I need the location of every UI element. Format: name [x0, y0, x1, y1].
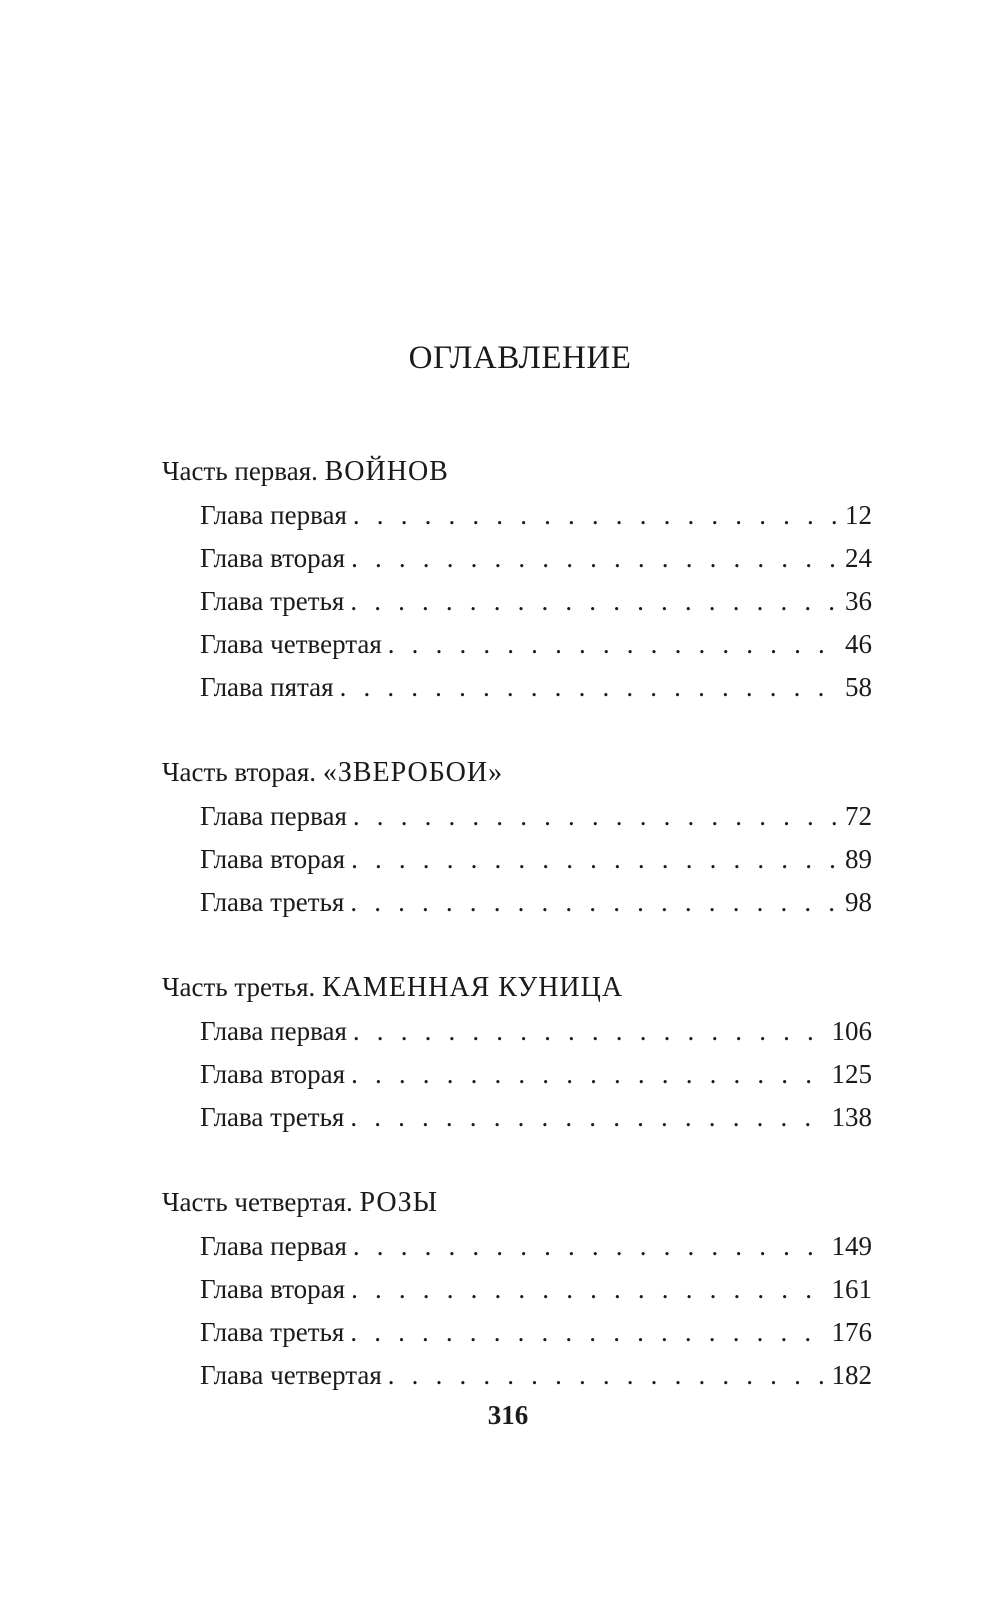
toc-entry[interactable] — [200, 542, 872, 585]
page-number: 89 — [845, 844, 872, 874]
part-title: ВОЙНОВ — [324, 456, 449, 487]
page-number: 106 — [831, 1016, 872, 1046]
chapter-title: Глава третья — [200, 1102, 345, 1132]
chapter-title: Глава четвертая — [200, 1360, 382, 1390]
page-number: 138 — [831, 1102, 872, 1132]
toc-entry[interactable] — [200, 499, 872, 542]
dot-leader — [351, 1273, 825, 1305]
dot-leader — [353, 1230, 826, 1262]
part-heading — [162, 1186, 872, 1218]
toc-entry[interactable] — [200, 1316, 872, 1359]
toc-entry[interactable] — [200, 1359, 872, 1402]
page-number: 72 — [845, 801, 872, 831]
dot-leader — [340, 671, 839, 703]
toc-entry[interactable] — [200, 628, 872, 671]
page-number: 149 — [831, 1231, 872, 1261]
dot-leader — [350, 1101, 825, 1133]
part-title: КАМЕННАЯ КУНИЦА — [322, 972, 624, 1003]
toc-entry[interactable] — [200, 1101, 872, 1144]
page-number: 12 — [845, 500, 872, 530]
chapter-title: Глава вторая — [200, 1274, 346, 1304]
part-title: РОЗЫ — [359, 1187, 439, 1218]
dot-leader — [350, 585, 839, 617]
chapter-title: Глава первая — [200, 1016, 347, 1046]
chapter-title: Глава первая — [200, 500, 347, 530]
toc-entry[interactable] — [200, 843, 872, 886]
toc-entry[interactable] — [200, 1058, 872, 1101]
toc-part — [162, 455, 872, 714]
toc-part — [162, 971, 872, 1144]
toc-entry[interactable] — [200, 671, 872, 714]
part-label: Часть первая. — [162, 456, 318, 486]
chapter-title: Глава третья — [200, 887, 345, 917]
toc-entry[interactable] — [200, 585, 872, 628]
page-number: 58 — [845, 672, 872, 702]
page-number: 176 — [831, 1317, 872, 1347]
dot-leader — [351, 542, 839, 574]
dot-leader — [351, 1058, 825, 1090]
page-number: 36 — [845, 586, 872, 616]
toc-part — [162, 1186, 872, 1402]
dot-leader — [353, 800, 839, 832]
part-label: Часть третья. — [162, 972, 316, 1002]
toc-entry[interactable] — [200, 1015, 872, 1058]
chapter-title: Глава четвертая — [200, 629, 382, 659]
part-heading — [162, 756, 872, 788]
page-number: 46 — [845, 629, 872, 659]
toc-entry[interactable] — [200, 1273, 872, 1316]
dot-leader — [353, 499, 839, 531]
chapter-title: Глава третья — [200, 1317, 345, 1347]
chapter-title: Глава вторая — [200, 1059, 346, 1089]
dot-leader — [388, 628, 839, 660]
chapter-title: Глава вторая — [200, 543, 346, 573]
page-number: 161 — [831, 1274, 872, 1304]
chapter-title: Глава пятая — [200, 672, 334, 702]
toc-entry[interactable] — [200, 800, 872, 843]
toc-part — [162, 756, 872, 929]
dot-leader — [353, 1015, 826, 1047]
dot-leader — [350, 1316, 825, 1348]
part-heading — [162, 971, 872, 1003]
table-of-contents — [162, 455, 872, 1444]
part-label: Часть вторая. — [162, 757, 317, 787]
chapter-title: Глава третья — [200, 586, 345, 616]
page-number: 182 — [831, 1360, 872, 1390]
page-number: 24 — [845, 543, 872, 573]
part-title: «ЗВЕРОБОИ» — [322, 757, 504, 788]
dot-leader — [351, 843, 839, 875]
dot-leader — [388, 1359, 826, 1391]
page-folio-number: 316 — [487, 1400, 529, 1430]
chapter-title: Глава первая — [200, 1231, 347, 1261]
part-heading — [162, 455, 872, 487]
page-title: ОГЛАВЛЕНИЕ — [408, 340, 632, 376]
page-number: 98 — [845, 887, 872, 917]
toc-entry[interactable] — [200, 1230, 872, 1273]
dot-leader — [350, 886, 839, 918]
part-label: Часть четвертая. — [162, 1187, 353, 1217]
chapter-title: Глава вторая — [200, 844, 346, 874]
chapter-title: Глава первая — [200, 801, 347, 831]
page-number: 125 — [831, 1059, 872, 1089]
toc-entry[interactable] — [200, 886, 872, 929]
